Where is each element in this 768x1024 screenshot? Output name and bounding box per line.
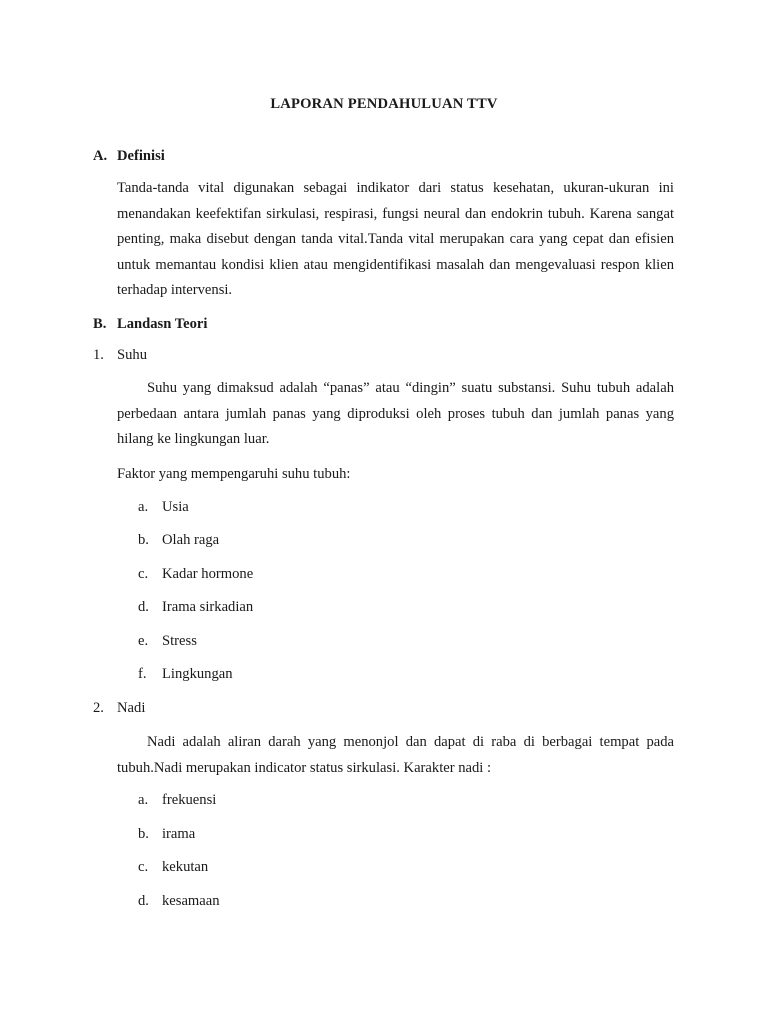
list-text: kesamaan bbox=[162, 893, 220, 909]
list-marker: a. bbox=[138, 792, 149, 808]
list-item bbox=[138, 566, 253, 583]
list-text: Lingkungan bbox=[162, 666, 233, 682]
section-b-heading bbox=[93, 316, 207, 333]
list-item bbox=[138, 599, 253, 616]
item-nadi-title: Nadi bbox=[117, 700, 146, 716]
item-nadi-number: 2. bbox=[93, 700, 104, 716]
list-marker: a. bbox=[138, 499, 149, 515]
item-suhu-heading bbox=[93, 347, 147, 364]
item-nadi-heading bbox=[93, 700, 145, 717]
list-marker: b. bbox=[138, 826, 149, 842]
suhu-paragraph: Suhu yang dimaksud adalah “panas” atau “dingin” suatu substansi. Suhu tubuh adalah perbedaan antara jumlah panas yang diproduksi oleh proses tubuh dan jumlah panas yang hilang ke lingkungan luar. bbox=[117, 380, 674, 448]
list-marker: c. bbox=[138, 566, 149, 582]
list-marker: e. bbox=[138, 633, 149, 649]
item-suhu-title: Suhu bbox=[117, 347, 148, 363]
list-marker: d. bbox=[138, 893, 149, 909]
list-marker: d. bbox=[138, 599, 149, 615]
list-text: frekuensi bbox=[162, 792, 217, 808]
section-a-letter: A. bbox=[93, 148, 108, 164]
list-item bbox=[138, 792, 216, 809]
list-item bbox=[138, 893, 220, 910]
list-marker: b. bbox=[138, 532, 149, 548]
section-b-letter: B. bbox=[93, 316, 107, 332]
list-item bbox=[138, 633, 197, 650]
nadi-paragraph: Nadi adalah aliran darah yang menonjol dan dapat di raba di berbagai tempat pada tubuh.Nadi merupakan indicator status sirkulasi. Karakter nadi : bbox=[117, 734, 674, 776]
list-text: kekutan bbox=[162, 859, 209, 875]
list-text: Usia bbox=[162, 499, 189, 515]
section-a-heading bbox=[93, 148, 165, 165]
list-item bbox=[138, 532, 219, 549]
suhu-factors-label: Faktor yang mempengaruhi suhu tubuh: bbox=[117, 466, 351, 482]
item-suhu-number: 1. bbox=[93, 347, 104, 363]
list-marker: f. bbox=[138, 666, 147, 682]
list-item bbox=[138, 859, 208, 876]
section-a-title: Definisi bbox=[117, 148, 165, 164]
list-text: Olah raga bbox=[162, 532, 220, 548]
list-text: irama bbox=[162, 826, 196, 842]
list-text: Irama sirkadian bbox=[162, 599, 254, 615]
list-item bbox=[138, 826, 195, 843]
list-item bbox=[138, 499, 189, 516]
page-title: LAPORAN PENDAHULUAN TTV bbox=[270, 96, 498, 112]
section-b-title: Landasn Teori bbox=[117, 316, 208, 332]
list-text: Stress bbox=[162, 633, 197, 649]
list-marker: c. bbox=[138, 859, 149, 875]
list-text: Kadar hormone bbox=[162, 566, 254, 582]
definition-paragraph: Tanda-tanda vital digunakan sebagai indikator dari status kesehatan, ukuran-ukuran ini menandakan keefektifan sirkulasi, respirasi, fungsi neural dan endokrin tubuh. Karena sangat penting, maka disebut dengan tanda vital.Tanda vital merupakan cara yang cepat dan efisien untuk memantau kondisi klien atau mengidentifikasi masalah dan mengevaluasi respon klien terhadap intervensi. bbox=[117, 180, 674, 299]
list-item bbox=[138, 666, 233, 683]
